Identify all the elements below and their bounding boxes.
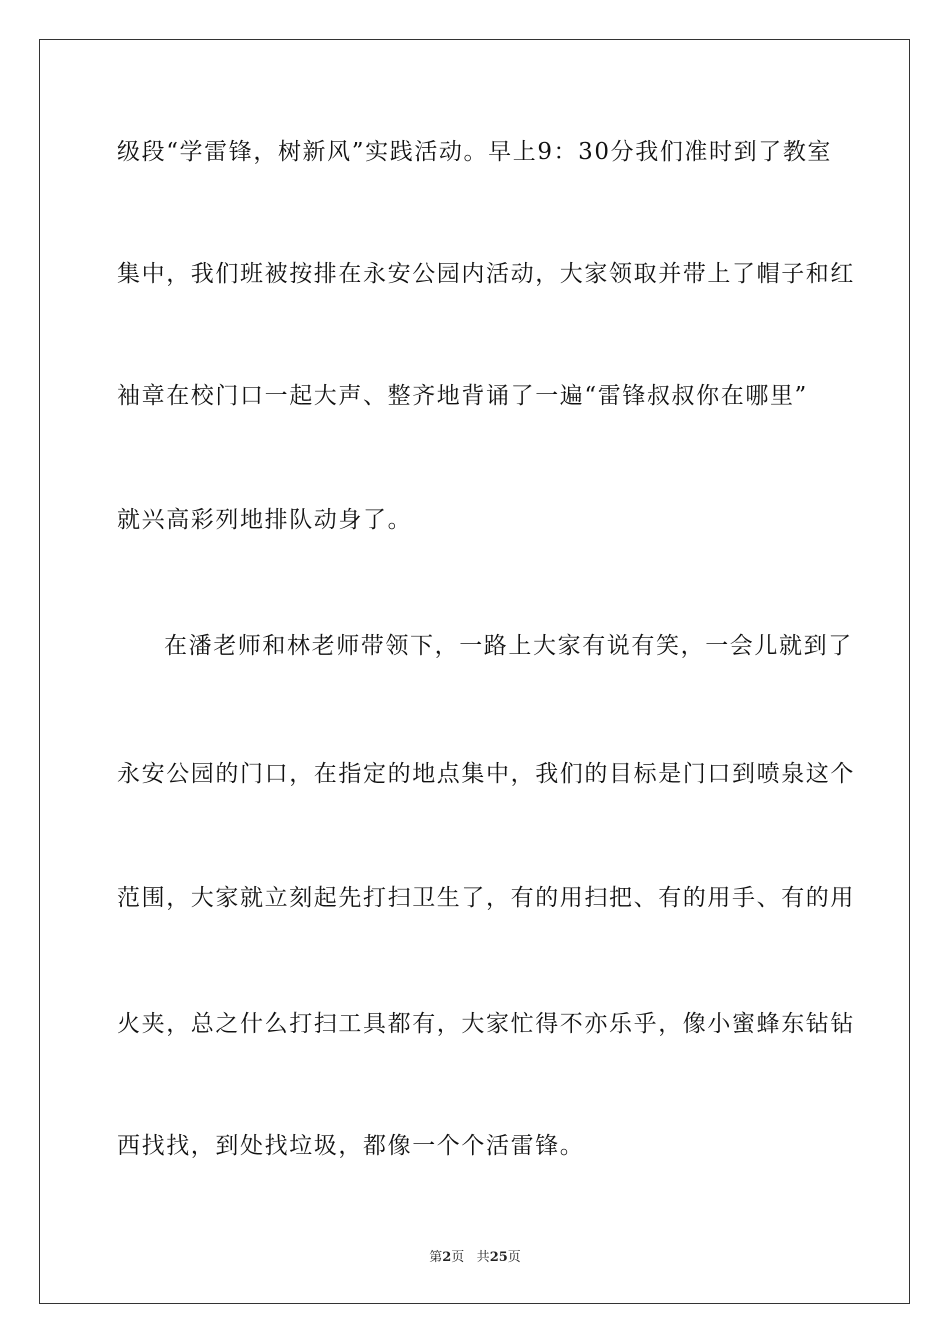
- paragraph-line-indented: 在潘老师和林老师带领下，一路上大家有说有笑，一会儿就到了: [164, 633, 853, 659]
- page-footer: [0, 1246, 950, 1265]
- paragraph-line: 级段“学雷锋，树新风”实践活动。早上9：30分我们准时到了教室: [117, 139, 833, 165]
- total-suffix: 页: [507, 1250, 521, 1265]
- total-pages: 25: [489, 1250, 508, 1265]
- paragraph-line: 范围，大家就立刻起先打扫卫生了，有的用扫把、有的用手、有的用: [117, 885, 855, 911]
- paragraph-line: 永安公园的门口，在指定的地点集中，我们的目标是门口到喷泉这个: [117, 761, 855, 787]
- page-suffix: 页: [451, 1250, 465, 1265]
- page-number: 2: [442, 1250, 452, 1265]
- total-prefix: 共: [476, 1250, 490, 1265]
- paragraph-line: 袖章在校门口一起大声、整齐地背诵了一遍“雷锋叔叔你在哪里”: [117, 383, 808, 409]
- paragraph-line: 火夹，总之什么打扫工具都有，大家忙得不亦乐乎，像小蜜蜂东钻钻: [117, 1011, 855, 1037]
- paragraph-line: 西找找，到处找垃圾，都像一个个活雷锋。: [117, 1133, 585, 1159]
- page-prefix: 第: [429, 1250, 443, 1265]
- page-border: [39, 39, 910, 1304]
- paragraph-line: 就兴高彩列地排队动身了。: [117, 507, 413, 533]
- paragraph-line: 集中，我们班被按排在永安公园内活动，大家领取并带上了帽子和红: [117, 261, 855, 287]
